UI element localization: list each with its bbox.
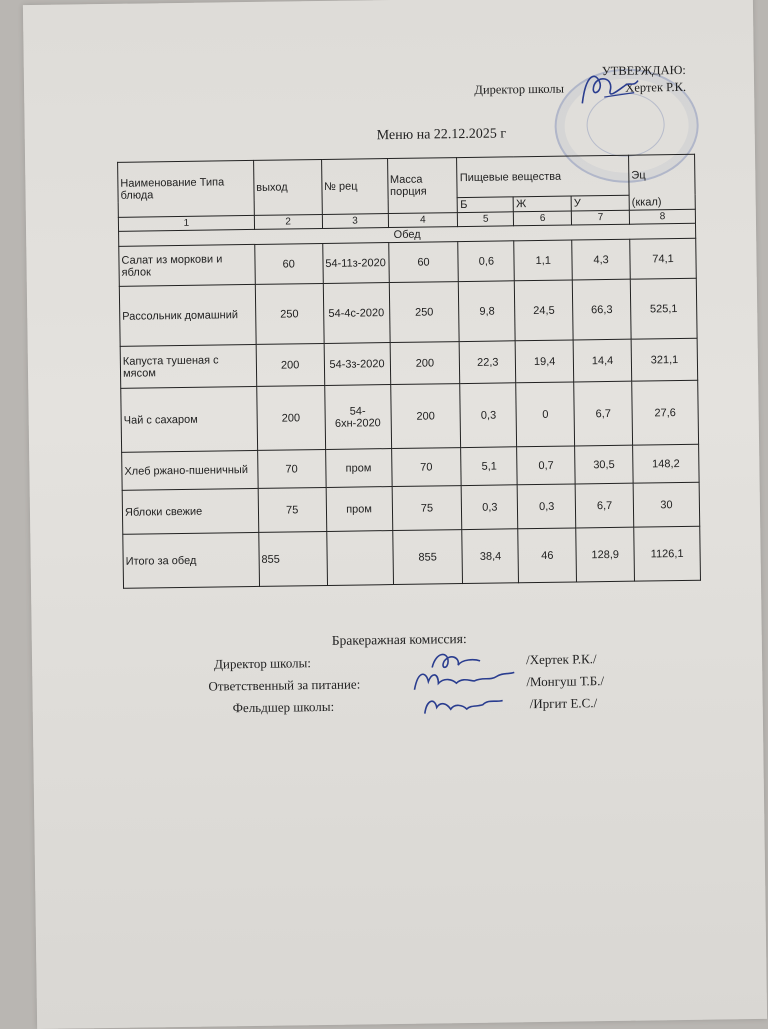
dish-recipe: 54-3з-2020 <box>324 343 391 386</box>
dish-zh: 0,3 <box>517 484 575 529</box>
dish-u: 66,3 <box>572 279 631 340</box>
dish-name: Капуста тушеная с мясом <box>120 344 256 388</box>
header-u: У <box>571 195 629 211</box>
dish-mass: 250 <box>389 282 460 343</box>
dish-zh: 19,4 <box>515 340 573 383</box>
dish-name: Салат из моркови и яблок <box>119 244 255 286</box>
dish-u: 6,7 <box>574 381 633 446</box>
header-energy: Эц <box>629 154 695 195</box>
document-page <box>23 0 767 1029</box>
dish-u: 30,5 <box>575 445 633 484</box>
commission-name: /Хертек Р.К./ <box>525 651 597 668</box>
header-name: Наименование Типа блюда <box>118 160 255 217</box>
dish-recipe: пром <box>326 487 393 532</box>
dish-name: Чай с сахаром <box>121 386 258 452</box>
col-number: 8 <box>629 209 695 224</box>
commission-signatures <box>404 646 525 722</box>
dish-zh: 0,7 <box>517 446 575 485</box>
dish-recipe: пром <box>325 449 391 488</box>
header-recipe: № рец <box>321 159 388 215</box>
col-number: 4 <box>388 213 458 228</box>
dish-zh: 0 <box>516 382 575 447</box>
total-name: Итого за обед <box>123 532 260 588</box>
total-b: 38,4 <box>462 529 519 584</box>
dish-mass: 200 <box>390 342 460 385</box>
director-label: Директор школы <box>474 81 565 97</box>
dish-mass: 75 <box>392 486 462 531</box>
commission-name: /Иргит Е.С./ <box>529 695 598 712</box>
dish-name: Яблоки свежие <box>122 488 258 534</box>
dish-energy: 27,6 <box>632 380 699 445</box>
dish-b: 22,3 <box>460 341 516 384</box>
dish-energy: 30 <box>633 482 700 527</box>
dish-output: 200 <box>256 385 325 450</box>
dish-b: 5,1 <box>461 447 517 486</box>
dish-energy: 148,2 <box>633 444 699 483</box>
dish-name: Рассольник домашний <box>119 284 256 346</box>
total-mass: 855 <box>392 530 463 585</box>
col-number: 1 <box>118 215 254 231</box>
header-zh: Ж <box>513 196 571 212</box>
total-recipe <box>326 531 393 586</box>
approve-label: УТВЕРЖДАЮ: <box>601 62 686 79</box>
commission-role: Фельдшер школы: <box>232 698 335 716</box>
dish-u: 14,4 <box>573 339 631 382</box>
dish-mass: 200 <box>390 384 461 449</box>
total-row <box>123 526 701 588</box>
dish-output: 60 <box>255 243 323 284</box>
section-lunch: Обед <box>119 223 696 246</box>
col-number: 5 <box>458 212 514 227</box>
header-b: Б <box>458 197 514 213</box>
commission-role: Директор школы: <box>214 655 312 672</box>
dish-recipe: 54-11з-2020 <box>322 243 388 284</box>
header-mass: Масса порция <box>387 158 458 214</box>
total-zh: 46 <box>518 528 577 583</box>
table-row <box>119 278 697 346</box>
table-row <box>121 380 699 452</box>
header-output: выход <box>253 159 322 215</box>
dish-zh: 1,1 <box>514 240 572 281</box>
dish-output: 70 <box>257 449 325 488</box>
dish-b: 0,6 <box>458 241 514 282</box>
col-number: 7 <box>571 210 629 225</box>
total-u: 128,9 <box>576 527 635 582</box>
col-number: 2 <box>254 214 322 229</box>
total-energy: 1126,1 <box>634 526 701 581</box>
dish-recipe: 54-4с-2020 <box>323 283 390 344</box>
dish-energy: 321,1 <box>631 338 698 381</box>
dish-name: Хлеб ржано-пшеничный <box>122 450 258 490</box>
director-signature-top <box>574 62 645 113</box>
director-name: Хертек Р.К. <box>625 79 687 95</box>
dish-b: 0,3 <box>460 383 517 448</box>
commission-name: /Монгуш Т.Б./ <box>526 673 605 690</box>
dish-output: 75 <box>258 487 326 532</box>
commission-role: Ответственный за питание: <box>208 676 361 694</box>
dish-recipe: 54-6хн-2020 <box>324 385 391 450</box>
dish-output: 200 <box>256 343 324 386</box>
dish-u: 4,3 <box>572 239 630 280</box>
menu-table <box>117 154 701 589</box>
dish-energy: 525,1 <box>630 278 697 339</box>
col-number: 3 <box>322 214 388 229</box>
dish-b: 9,8 <box>459 281 516 342</box>
commission-title: Бракеражная комиссия: <box>331 631 467 648</box>
col-number: 6 <box>514 211 572 226</box>
dish-mass: 60 <box>388 242 458 283</box>
dish-mass: 70 <box>391 448 461 487</box>
total-output: 855 <box>259 531 328 586</box>
dish-b: 0,3 <box>462 485 518 530</box>
dish-energy: 74,1 <box>630 238 696 279</box>
dish-zh: 24,5 <box>515 280 574 341</box>
menu-title: Меню на 22.12.2025 г <box>376 126 507 144</box>
header-energy-unit: (ккал) <box>629 194 695 210</box>
header-nutrients: Пищевые вещества <box>457 155 629 197</box>
dish-output: 250 <box>255 283 324 344</box>
dish-u: 6,7 <box>575 483 633 528</box>
